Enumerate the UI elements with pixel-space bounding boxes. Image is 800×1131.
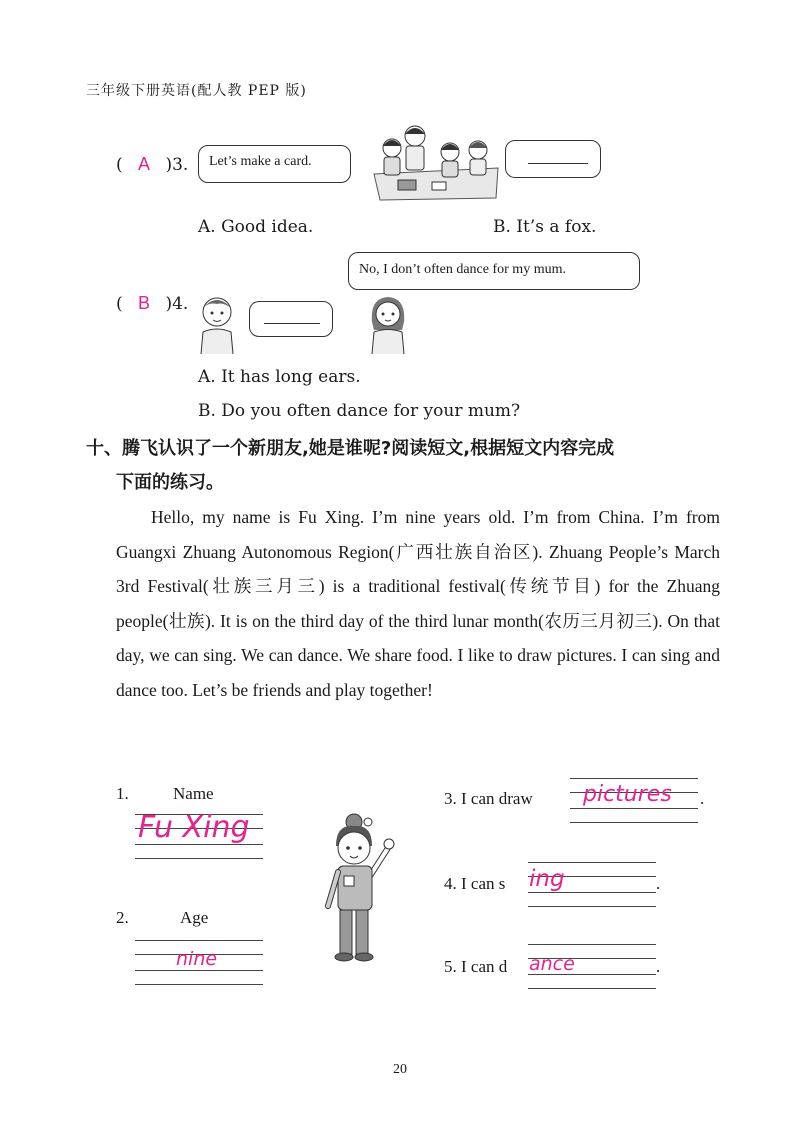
exercise-2-number: 2. [116,908,129,927]
section-title-line1: 十、腾飞认识了一个新朋友,她是谁呢?阅读短文,根据短文内容完成 [86,438,615,459]
answer-blank [528,163,588,164]
speech-bubble-left [198,145,351,183]
exercise-5-period: . [656,957,661,976]
bubble-text: Let’s make a card. [209,154,312,169]
girl-illustration [366,292,410,354]
question-3-number [116,154,188,175]
reading-passage [116,500,720,707]
q4-option-b: B. Do you often dance for your mum? [198,401,521,421]
exercise-3-answer[interactable]: pictures [583,782,672,807]
bubble-text: No, I don’t often dance for my mum. [359,262,566,277]
exercise-5-prompt: 5. I can d [444,957,508,976]
exercise-4-answer[interactable]: ing [529,866,565,892]
children-making-card-illustration [370,122,500,202]
exercise-2-answer[interactable]: nine [176,948,218,970]
paren-right: )3. [165,155,189,175]
question-4-number [116,293,188,314]
exercise-3-period: . [700,789,705,808]
exercise-1-answer[interactable]: Fu Xing [138,810,250,845]
exercise-5-answer[interactable]: ance [529,953,575,975]
exercise-1-label: Name [173,784,214,803]
exercise-4-prompt: 4. I can s [444,874,506,893]
answer-blank [264,323,320,324]
fu-xing-girl-illustration [322,810,398,962]
q4-option-a: A. It has long ears. [198,367,361,387]
exercise-1-number: 1. [116,784,129,803]
section-title-line2: 下面的练习。 [116,472,224,493]
speech-bubble-boy-blank [249,301,333,337]
question-4-answer: B [138,293,151,313]
boy-illustration [195,292,239,354]
book-header: 三年级下册英语(配人教 PEP 版) [86,83,307,99]
paren-right: )4. [165,294,189,314]
page-number: 20 [393,1062,407,1077]
q3-option-a: A. Good idea. [198,217,314,237]
passage-text: Hello, my name is Fu Xing. I’m nine years old. I’m from China. I’m from Guangxi Zhuang Autonomous Region(广西壮族自治区). Zhuang People’s March 3rd Festival(壮族三月三) is a traditional festival(传统节目) for the Zhuang people(壮族). It is on the third day of the third lunar month(农历三月初三). On that day, we can sing. We can dance. We share food. I like to draw pictures. I can sing and dance too. Let’s be friends and play together! [116,507,720,700]
exercise-3-text: 3. I can draw [444,789,533,808]
exercise-4-period: . [656,874,661,893]
paren-left: ( [116,294,123,314]
exercise-2-label: Age [180,908,209,927]
paren-left: ( [116,155,123,175]
speech-bubble-girl [348,252,640,290]
exercise-3-prompt [444,789,533,809]
q3-option-b: B. It’s a fox. [493,217,597,237]
speech-bubble-right-blank [505,140,601,178]
question-3-answer: A [138,154,151,174]
